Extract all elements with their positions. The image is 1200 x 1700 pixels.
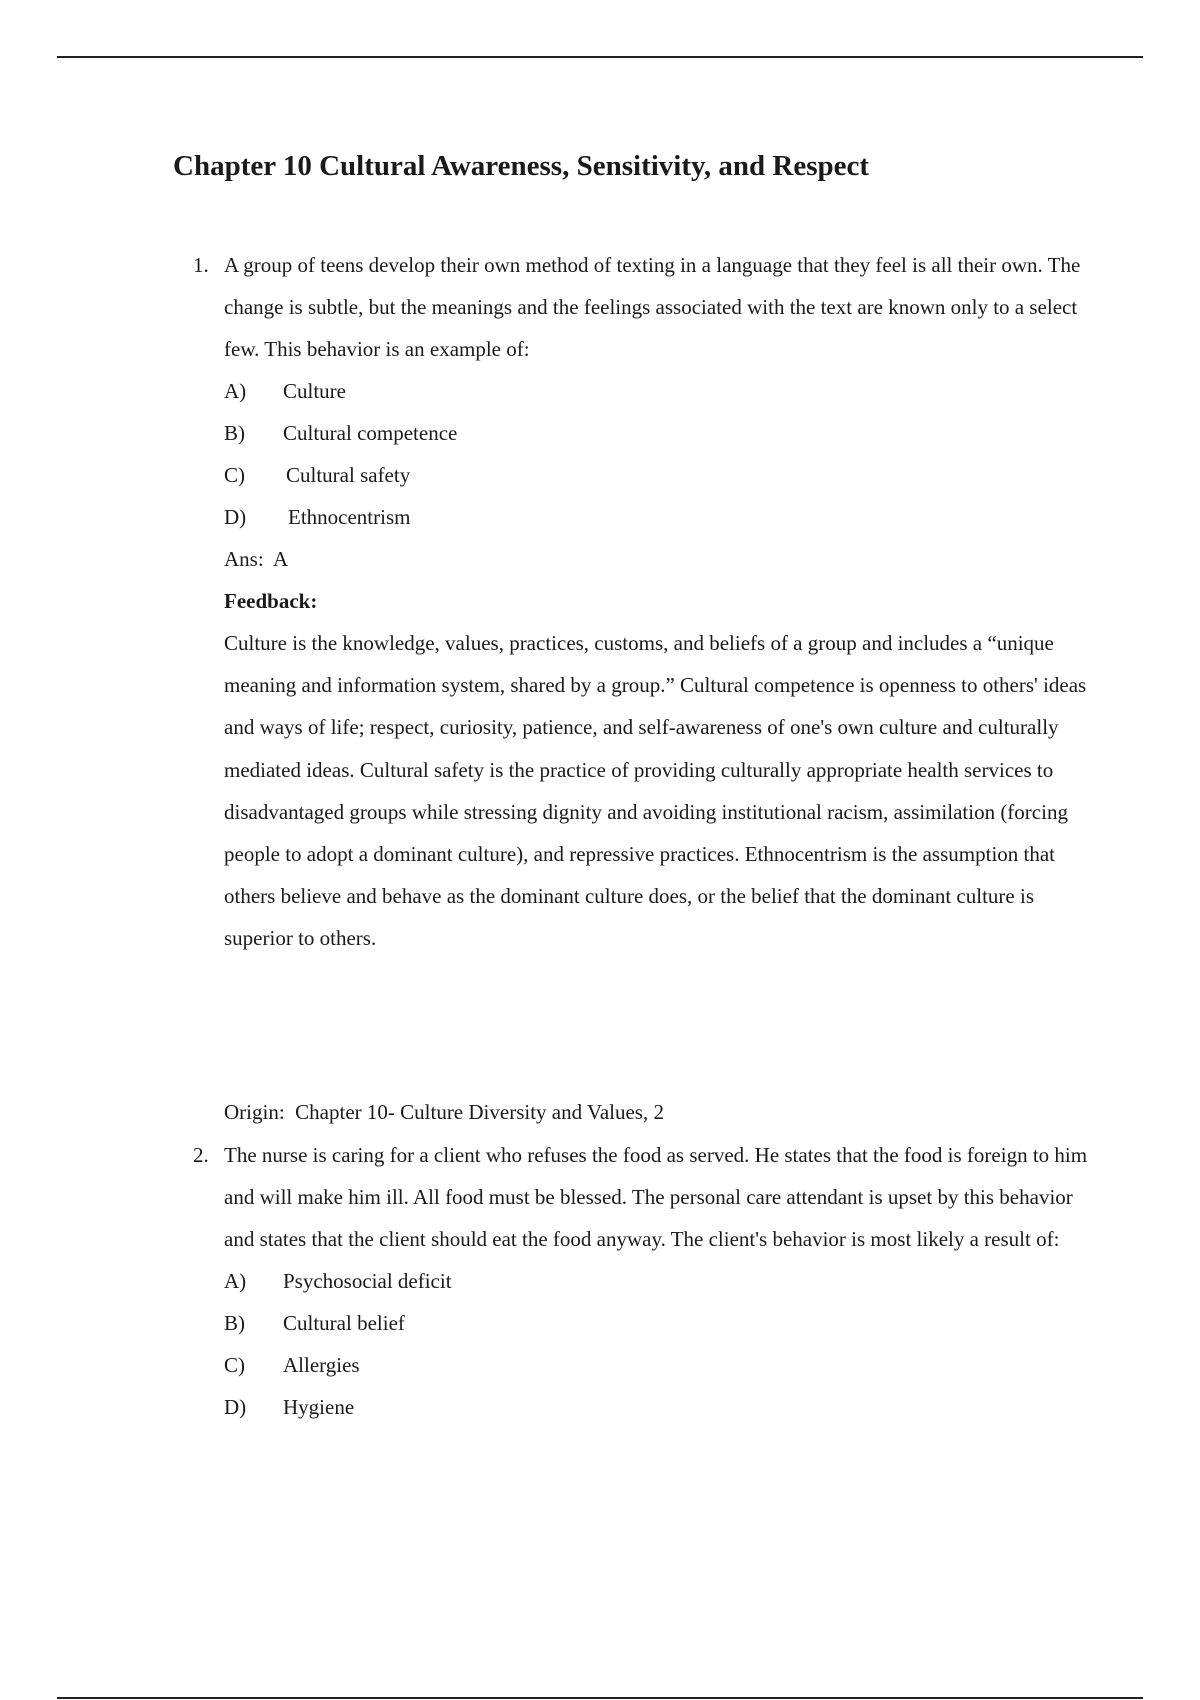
option-letter: C) xyxy=(224,463,245,487)
origin-line xyxy=(224,1091,664,1133)
option-text: Cultural safety xyxy=(286,463,411,487)
option-text: Cultural competence xyxy=(283,421,458,445)
option-text: Allergies xyxy=(283,1353,360,1377)
feedback-text: Culture is the knowledge, values, practices, customs, and beliefs of a group and includes a “unique meaning and information system, shared by a group.” Cultural competence is openness to others' ideas and ways of life; respect, curiosity, patience, and self-awareness of one's own culture and culturally mediated ideas. Cultural safety is the practice of providing culturally appropriate health services to disadvantaged groups while stressing dignity and avoiding institutional racism, assimilation (forcing people to adopt a dominant culture), and repressive practices. Ethnocentrism is the assumption that others believe and behave as the dominant culture does, or the belief that the dominant culture is superior to others. xyxy=(224,631,1087,951)
top-rule xyxy=(57,56,1143,58)
option-letter: D) xyxy=(224,505,247,529)
option-a xyxy=(224,1260,1094,1302)
answer-value: A xyxy=(273,547,289,571)
option-letter: A) xyxy=(224,1269,247,1293)
option-c xyxy=(224,1344,1094,1386)
option-a xyxy=(224,370,1094,412)
chapter-title: Chapter 10 Cultural Awareness, Sensitivity, and Respect xyxy=(173,150,870,182)
option-c xyxy=(224,454,1094,496)
answer-options xyxy=(224,370,1094,538)
option-letter: A) xyxy=(224,379,247,403)
option-letter: D) xyxy=(224,1395,247,1419)
option-d xyxy=(224,1386,1094,1428)
feedback-heading: Feedback: xyxy=(224,589,318,613)
option-b xyxy=(224,1302,1094,1344)
question-stem: A group of teens develop their own method of texting in a language that they feel is all their own. The change is subtle, but the meanings and the feelings associated with the text are known only to a select few. This behavior is an example of: xyxy=(224,253,1081,361)
question-number: 2. xyxy=(193,1143,209,1167)
question-number: 1. xyxy=(193,253,209,277)
option-text: Cultural belief xyxy=(283,1311,405,1335)
bottom-rule xyxy=(57,1697,1143,1699)
origin-label: Origin: xyxy=(224,1100,285,1124)
option-text: Ethnocentrism xyxy=(288,505,411,529)
option-text: Hygiene xyxy=(283,1395,355,1419)
origin-value: Chapter 10- Culture Diversity and Values, 2 xyxy=(295,1100,664,1124)
option-letter: C) xyxy=(224,1353,245,1377)
question-stem: The nurse is caring for a client who refuses the food as served. He states that the food is foreign to him and will make him ill. All food must be blessed. The personal care attendant is upset by this behavior and states that the client should eat the food anyway. The client's behavior is most likely a result of: xyxy=(224,1143,1088,1251)
option-d xyxy=(224,496,1094,538)
option-b xyxy=(224,412,1094,454)
answer-label: Ans: xyxy=(224,547,264,571)
question-body xyxy=(224,244,1094,960)
question-body xyxy=(224,1134,1094,1428)
answer-line xyxy=(224,538,1094,580)
option-text: Psychosocial deficit xyxy=(283,1269,452,1293)
answer-options xyxy=(224,1260,1094,1428)
option-letter: B) xyxy=(224,1311,245,1335)
option-letter: B) xyxy=(224,421,245,445)
option-text: Culture xyxy=(283,379,346,403)
